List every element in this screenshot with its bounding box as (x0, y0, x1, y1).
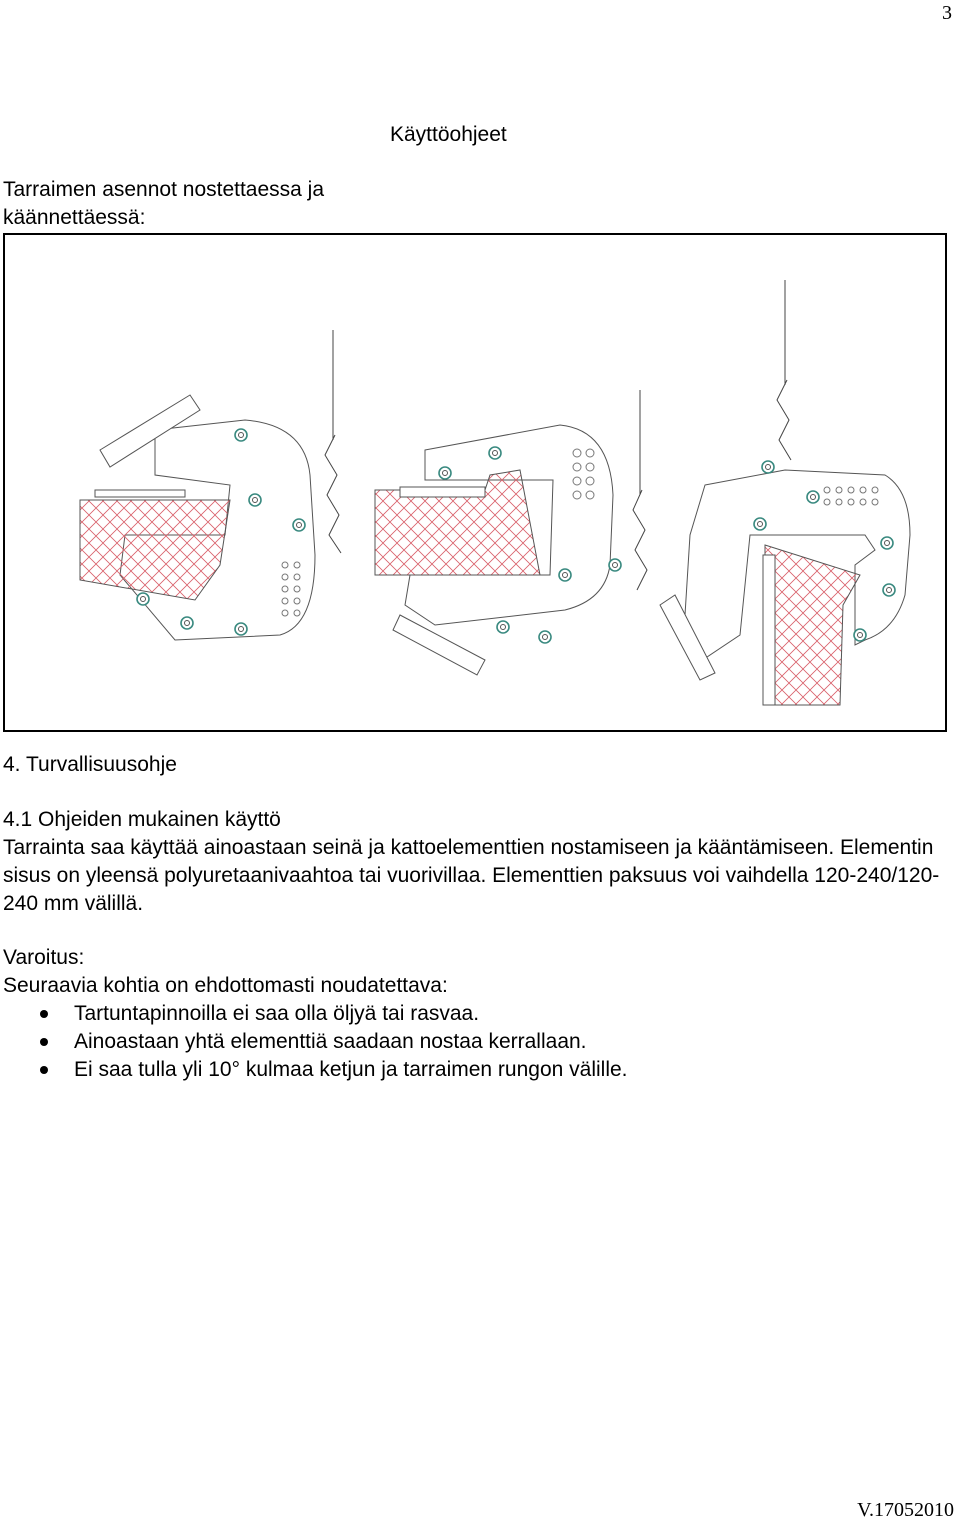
page-number: 3 (942, 2, 952, 24)
subsection-heading: 4.1 Ohjeiden mukainen käyttö (3, 808, 281, 831)
bullet-icon (40, 1038, 48, 1046)
gripper-technical-drawing (5, 235, 945, 730)
gripper-positions-figure (3, 233, 947, 732)
version-footer: V.17052010 (857, 1499, 954, 1521)
gripper-3-drawing (660, 280, 910, 705)
warning-intro: Seuraavia kohtia on ehdottomasti noudatettava: (3, 974, 448, 997)
warning-list (3, 1000, 628, 1084)
document-title: Käyttöohjeet (390, 123, 507, 146)
figure-caption: Tarraimen asennot nostettaessa ja käännettäessä: (3, 178, 325, 229)
list-item-text: Ainoastaan yhtä elementtiä saadaan nostaa kerrallaan. (74, 1030, 587, 1053)
list-item (3, 1000, 628, 1028)
section-heading: 4. Turvallisuusohje (3, 753, 177, 776)
usage-paragraph: Tarrainta saa käyttää ainoastaan seinä ja kattoelementtien nostamiseen ja kääntämiseen. Elementin sisus on yleensä polyuretaanivaahtoa tai vuorivillaa. Elementtien paksuus voi vaihdella 120-240/120-240 mm välillä. (3, 836, 940, 915)
list-item (3, 1056, 628, 1084)
list-item (3, 1028, 628, 1056)
bullet-icon (40, 1066, 48, 1074)
bullet-icon (40, 1010, 48, 1018)
gripper-2-drawing (375, 390, 647, 675)
list-item-text: Ei saa tulla yli 10° kulmaa ketjun ja tarraimen rungon välille. (74, 1058, 628, 1081)
gripper-1-drawing (80, 330, 341, 640)
list-item-text: Tartuntapinnoilla ei saa olla öljyä tai rasvaa. (74, 1002, 480, 1025)
warning-label: Varoitus: (3, 946, 85, 969)
